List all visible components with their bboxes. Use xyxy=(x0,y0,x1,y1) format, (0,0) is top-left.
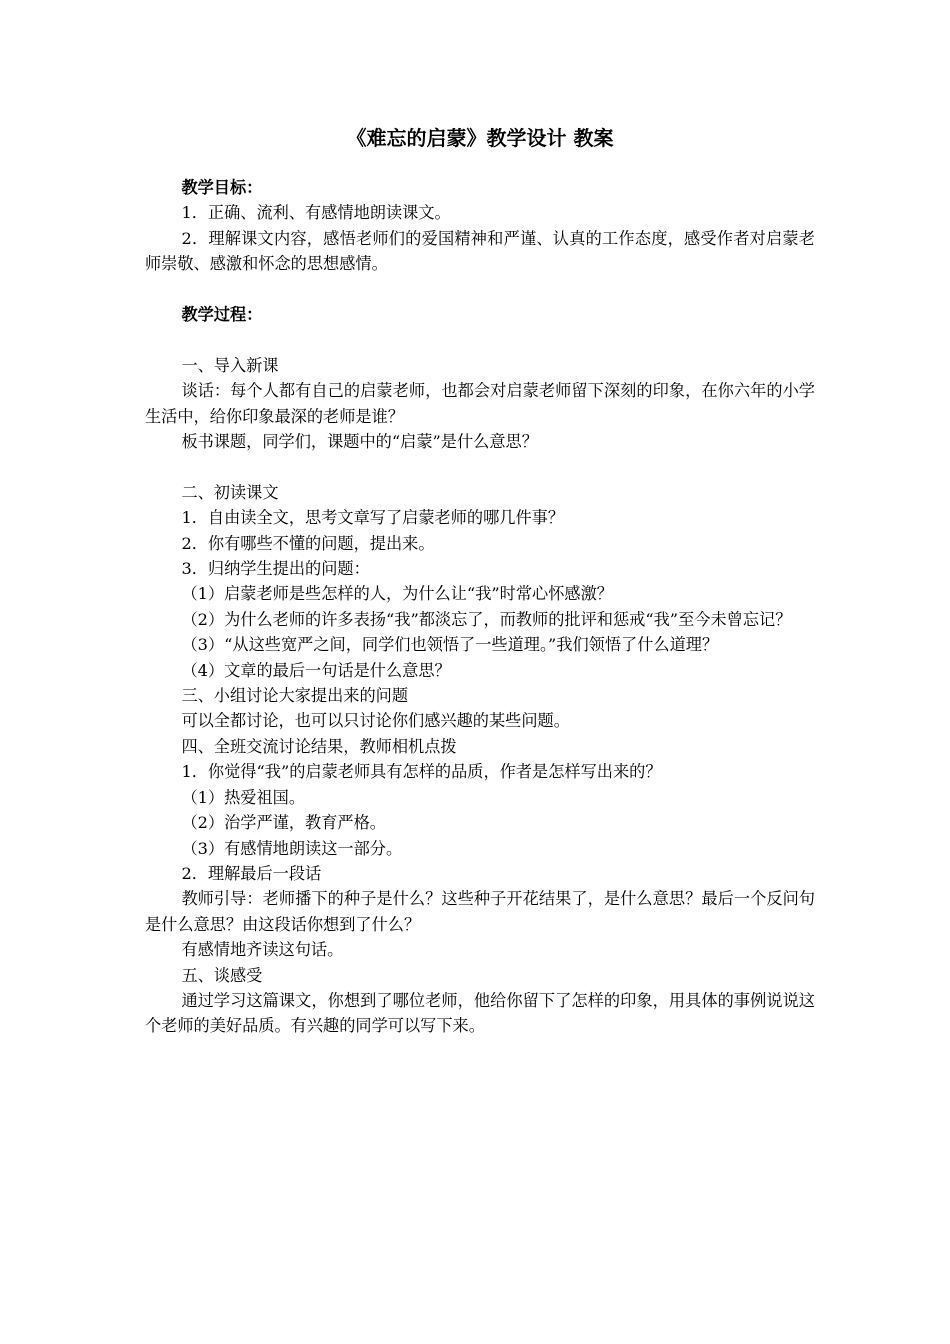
section-line: 通过学习这篇课文，你想到了哪位老师，他给你留下了怎样的印象，用具体的事例说说这个老师的美好品质。有兴趣的同学可以写下来。 xyxy=(145,990,815,1036)
section-line: 1．自由读全文，思考文章写了启蒙老师的哪几件事？ xyxy=(181,508,565,528)
section-line: （2）治学严谨，教育严格。 xyxy=(181,813,386,833)
section-line: 有感情地齐读这句话。 xyxy=(181,940,344,960)
section-line: 2．你有哪些不懂的问题，提出来。 xyxy=(181,533,435,553)
section-heading: 三、小组讨论大家提出来的问题 xyxy=(181,686,409,706)
spacer xyxy=(145,454,815,479)
goal-item: 1．正确、流利、有感情地朗读课文。 xyxy=(181,203,451,223)
section-line: （3）有感情地朗读这一部分。 xyxy=(181,838,403,858)
spacer xyxy=(145,277,815,302)
section-line: （1）热爱祖国。 xyxy=(181,787,306,807)
section-line: 谈话：每个人都有自己的启蒙老师，也都会对启蒙老师留下深刻的印象，在你六年的小学生活中，给你印象最深的老师是谁？ xyxy=(145,381,815,426)
section-line: （3）“从这些宽严之间，同学们也领悟了一些道理。”我们领悟了什么道理？ xyxy=(181,635,719,655)
section-heading: 一、导入新课 xyxy=(181,355,279,375)
section-line: 1．你觉得“我”的启蒙老师具有怎样的品质，作者是怎样写出来的？ xyxy=(181,762,662,782)
section-heading: 五、谈感受 xyxy=(181,965,263,985)
section-line: 教师引导：老师播下的种子是什么？这些种子开花结果了，是什么意思？最后一个反问句是什么意思？由这段话你想到了什么？ xyxy=(145,889,815,934)
section-line: （1）启蒙老师是些怎样的人，为什么让“我”时常心怀感激？ xyxy=(181,584,613,604)
section-line: 可以全都讨论，也可以只讨论你们感兴趣的某些问题。 xyxy=(181,711,570,731)
spacer xyxy=(145,327,815,352)
section-heading: 二、初读课文 xyxy=(181,482,279,502)
section-line: （4）文章的最后一句话是什么意思？ xyxy=(181,660,451,680)
goal-item: 2．理解课文内容，感悟老师们的爱国精神和严谨、认真的工作态度，感受作者对启蒙老师崇敬、感激和怀念的思想感情。 xyxy=(145,228,815,274)
process-heading: 教学过程： xyxy=(181,305,263,325)
goals-heading: 教学目标： xyxy=(181,178,263,197)
document-title: 《难忘的启蒙》教学设计 教案 xyxy=(346,126,614,150)
section-heading: 四、全班交流讨论结果，教师相机点拨 xyxy=(181,736,457,756)
section-line: 2．理解最后一段话 xyxy=(181,863,322,883)
section-line: （2）为什么老师的许多表扬“我”都淡忘了，而教师的批评和惩戒“我”至今未曾忘记？ xyxy=(181,609,792,629)
section-line: 板书课题，同学们，课题中的“启蒙”是什么意思？ xyxy=(181,432,538,452)
document-body xyxy=(145,124,815,1039)
section-line: 3．归纳学生提出的问题： xyxy=(181,559,370,579)
